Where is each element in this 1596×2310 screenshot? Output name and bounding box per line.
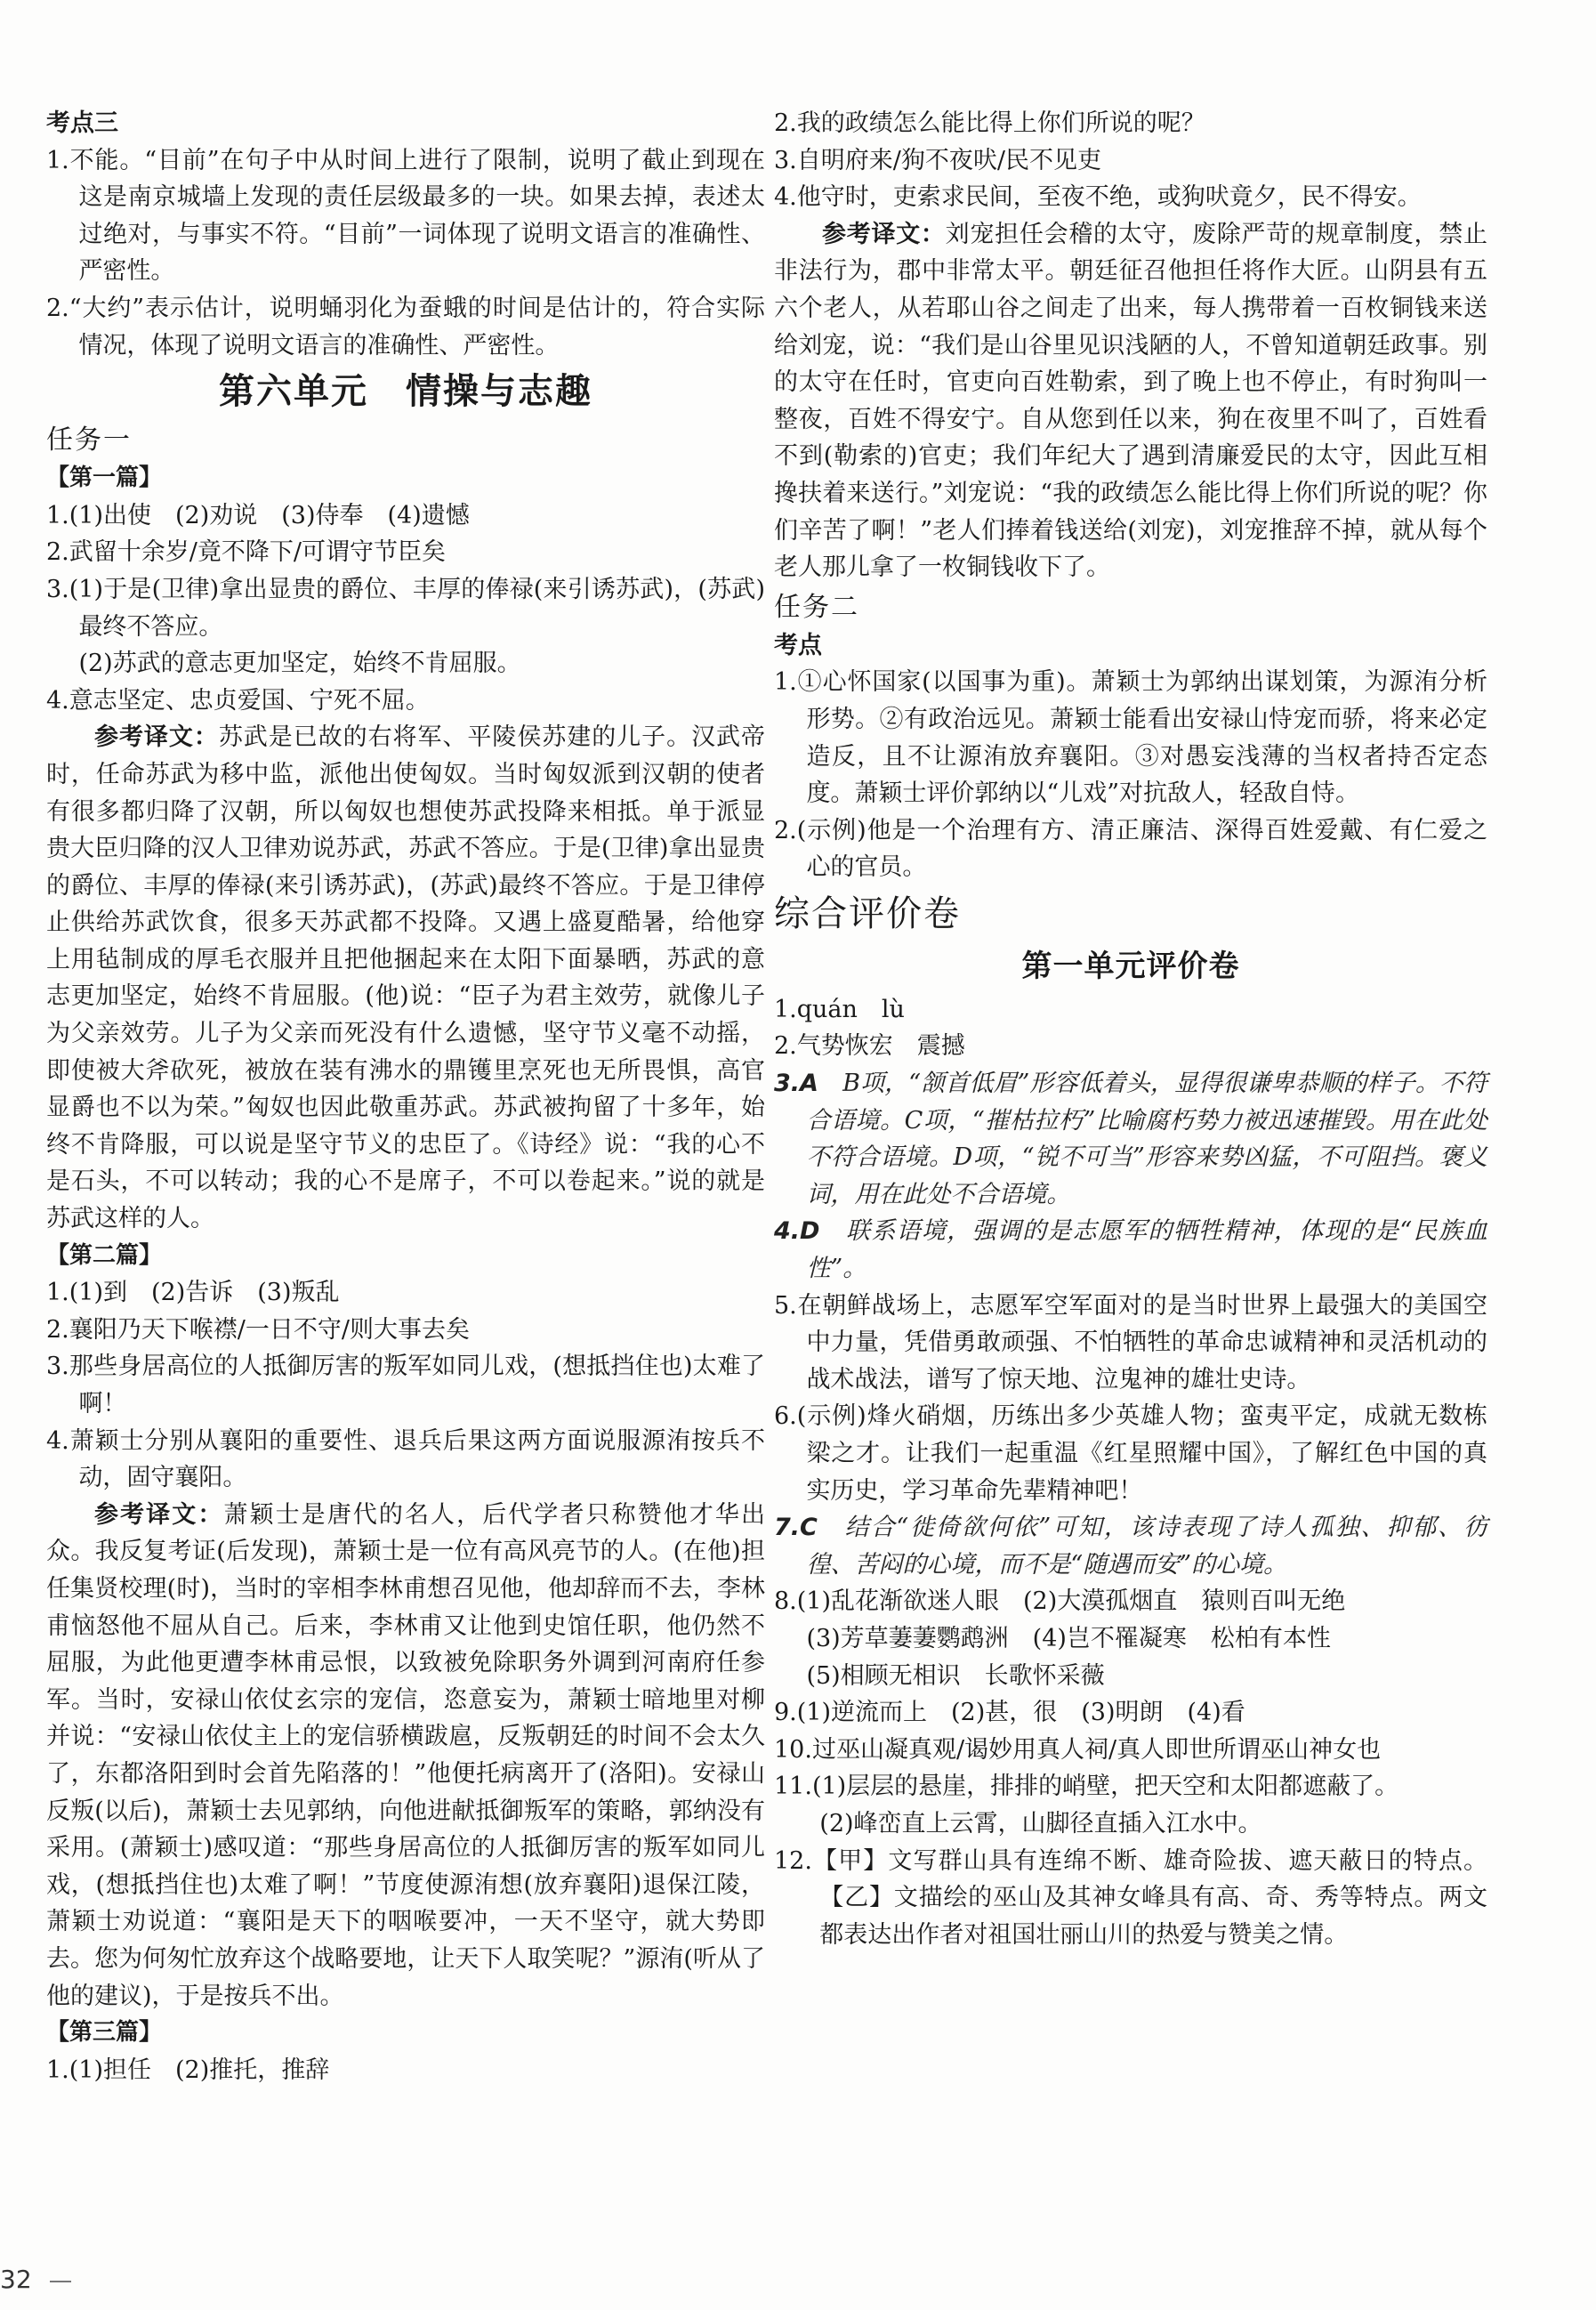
answer-item: 2.襄阳乃天下喉襟/一日不守/则大事去矣: [46, 1315, 470, 1344]
answer-item: 4.他守时，吏索求民间，至夜不绝，或狗吠竟夕，民不得安。: [774, 183, 1422, 212]
answer-item: 2.我的政绩怎么能比得上你们所说的呢？: [774, 109, 1205, 137]
passage-heading: 【第一篇】: [46, 464, 163, 492]
answer-item: 1.quán lù: [774, 995, 905, 1023]
eval-title: 第一单元评价卷: [1021, 948, 1240, 984]
passage-heading: 【第三篇】: [46, 2019, 163, 2047]
right-column: [769, 105, 1487, 1953]
translation-label: 参考译文：: [94, 723, 219, 752]
answer-item: [774, 1509, 1487, 1583]
translation-label: 参考译文：: [822, 220, 946, 248]
answer-item: 5.在朝鲜战场上，志愿军空军面对的是当时世界上最强大的美国空中力量，凭借勇敢顽强、不怕牺牲的革命忠诚精神和灵活机动的战术战法，谱写了惊天地、泣鬼神的雄壮史诗。: [774, 1291, 1487, 1393]
task-heading: 任务二: [774, 591, 859, 623]
answer-item: 8.(1)乱花渐欲迷人眼 (2)大漠孤烟直 猿则百叫无绝: [774, 1587, 1346, 1616]
answer-item: 4.意志坚定、忠贞爱国、宁死不屈。: [46, 686, 430, 715]
answer-item: 1.①心怀国家(以国事为重)。萧颖士为郭纳出谋划策，为源洧分析形势。②有政治远见。萧颖士能看出安禄山恃宠而骄，将来必定造反，且不让源洧放弃襄阳。③对愚妄浅薄的当权者持否定态度。萧颖士评价郭纳以“儿戏”对抗敌人，轻敌自恃。: [774, 668, 1487, 808]
answer-item: 11.(1)层层的悬崖，排排的峭壁，把天空和太阳都遮蔽了。: [774, 1773, 1399, 1801]
left-column: [46, 105, 765, 2088]
translation-text: 苏武是已故的右将军、平陵侯苏建的儿子。汉武帝时，任命苏武为移中监，派他出使匈奴。当时匈奴派到汉朝的使者有很多都归降了汉朝，所以匈奴也想使苏武投降来相抵。单于派显贵大臣归降的汉人卫律劝说苏武，苏武不答应。于是(卫律)拿出显贵的爵位、丰厚的俸禄(来引诱苏武)，(苏武)最终不答应。于是卫律停止供给苏武饮食，很多天苏武都不投降。又遇上盛夏酷暑，给他穿上用毡制成的厚毛衣服并且把他捆起来在太阳下面暴晒，苏武的意志更加坚定，始终不肯屈服。(他)说：“臣子为君主效劳，就像儿子为父亲效劳。儿子为父亲而死没有什么遗憾，坚守节义毫不动摇，即使被大斧砍死，被放在装有沸水的鼎镬里烹死也无所畏惧，高官显爵也不以为荣。”匈奴也因此敬重苏武。苏武被拘留了十多年，始终不肯降服，可以说是坚守节义的忠臣了。《诗经》说：“我的心不是石头，不可以转动；我的心不是席子，不可以卷起来。”说的就是苏武这样的人。: [46, 723, 766, 1233]
answer-choice: 3.A: [774, 1070, 818, 1098]
translation-paragraph: [46, 719, 765, 1237]
answer-item: [774, 1213, 1487, 1287]
answer-item: 2.“大约”表示估计，说明蛹羽化为蚕蛾的时间是估计的，符合实际情况，体现了说明文语言的准确性、严密性。: [46, 294, 765, 359]
page-number: 32: [0, 2265, 32, 2294]
answer-item: 9.(1)逆流而上 (2)甚，很 (3)明朗 (4)看: [774, 1699, 1245, 1727]
answer-choice: 7.C: [774, 1514, 818, 1542]
section-title: 综合评价卷: [774, 892, 961, 934]
translation-label: 参考译文：: [94, 1500, 224, 1529]
answer-item: 12.【甲】文写群山具有连绵不断、雄奇险拔、遮天蔽日的特点。【乙】文描绘的巫山及其神女峰具有高、奇、秀等特点。两文都表达出作者对祖国壮丽山川的热爱与赞美之情。: [774, 1846, 1487, 1949]
answer-explanation: B项，“颔首低眉”形容低着头，显得很谦卑恭顺的样子。不符合语境。C项，“摧枯拉朽”比喻腐朽势力被迅速摧毁。用在此处不符合语境。D项，“锐不可当”形容来势凶猛，不可阻挡。褒义词，用在此处不合语境。: [806, 1070, 1487, 1208]
answer-item: [774, 1065, 1487, 1213]
answer-item: 2.武留十余岁/竟不降下/可谓守节臣矣: [46, 538, 446, 567]
answer-item: 2.(示例)他是一个治理有方、清正廉洁、深得百姓爱戴、有仁爱之心的官员。: [774, 816, 1487, 882]
answer-item: 3.(1)于是(卫律)拿出显贵的爵位、丰厚的俸禄(来引诱苏武)，(苏武)最终不答应。: [46, 575, 765, 641]
answer-item: 1.(1)出使 (2)劝说 (3)侍奉 (4)遗憾: [46, 501, 470, 529]
translation-paragraph: [46, 1497, 765, 2015]
answer-item: 3.那些身居高位的人抵御厉害的叛军如同儿戏，(想抵挡住也)太难了啊！: [46, 1353, 765, 1418]
unit-title: 第六单元 情操与志趣: [219, 371, 592, 413]
answer-explanation: 结合“徙倚欲何依”可知，该诗表现了诗人孤独、抑郁、彷徨、苦闷的心境，而不是“随遇而安”的心境。: [806, 1514, 1487, 1579]
answer-explanation: 联系语境，强调的是志愿军的牺牲精神，体现的是“民族血性”。: [806, 1217, 1487, 1283]
answer-item: 3.自明府来/狗不夜吠/民不见吏: [774, 146, 1101, 174]
translation-paragraph: [774, 216, 1487, 586]
answer-item: 10.过巫山凝真观/谒妙用真人祠/真人即世所谓巫山神女也: [774, 1735, 1382, 1764]
passage-heading: 【第二篇】: [46, 1241, 163, 1269]
translation-text: 萧颖士是唐代的名人，后代学者只称赞他才华出众。我反复考证(后发现)，萧颖士是一位有高风亮节的人。(在他)担任集贤校理(时)，当时的宰相李林甫想召见他，他却辞而不去，李林甫恼怒他不屈从自己。后来，李林甫又让他到史馆任职，他仍然不屈服，为此他更遭李林甫忌恨，以致被免除职务外调到河南府任参军。当时，安禄山依仗玄宗的宠信，恣意妄为，萧颖士暗地里对柳并说：“安禄山依仗主上的宠信骄横跋扈，反叛朝廷的时间不会太久了，东都洛阳到时会首先陷落的！”他便托病离开了(洛阳)。安禄山反叛(以后)，萧颖士去见郭纳，向他进献抵御叛军的策略，郭纳没有采用。(萧颖士)感叹道：“那些身居高位的人抵御厉害的叛军如同儿戏，(想抵挡住也)太难了啊！”节度使源洧想(放弃襄阳)退保江陵，萧颖士劝说道：“襄阳是天下的咽喉要冲，一天不坚守，就大势即去。您为何匆忙放弃这个战略要地，让天下人取笑呢？”源洧(听从了他的建议)，于是按兵不出。: [46, 1500, 766, 2010]
heading-kaodian-3: 考点三: [46, 109, 118, 137]
heading-kaodian: 考点: [774, 631, 822, 659]
answer-item: 1.(1)到 (2)告诉 (3)叛乱: [46, 1279, 340, 1307]
page-number-dash: [50, 2281, 71, 2282]
answer-item: 1.不能。“目前”在句子中从时间上进行了限制，说明了截止到现在这是南京城墙上发现的责任层级最多的一块。如果去掉，表述太过绝对，与事实不符。“目前”一词体现了说明文语言的准确性、严密性。: [46, 146, 765, 286]
answer-item: 1.(1)担任 (2)推托，推辞: [46, 2056, 330, 2084]
answer-subitem: (2)峰峦直上云霄，山脚径直插入江水中。: [819, 1809, 1262, 1838]
task-heading: 任务一: [46, 424, 132, 456]
answer-item: 4.萧颖士分别从襄阳的重要性、退兵后果这两方面说服源洧按兵不动，固守襄阳。: [46, 1426, 765, 1492]
translation-text: 刘宠担任会稽的太守，废除严苛的规章制度，禁止非法行为，郡中非常太平。朝廷征召他担任将作大匠。山阴县有五六个老人，从若耶山谷之间走了出来，每人携带着一百枚铜钱来送给刘宠，说：“我们是山谷里见识浅陋的人，不曾知道朝廷政事。别的太守在任时，官吏向百姓勒索，到了晚上也不停止，有时狗叫一整夜，百姓不得安宁。自从您到任以来，狗在夜里不叫了，百姓看不到(勒索的)官吏；我们年纪大了遇到清廉爱民的太守，因此互相搀扶着来送行。”刘宠说：“我的政绩怎么能比得上你们所说的呢？你们辛苦了啊！”老人们捧着钱送给(刘宠)，刘宠推辞不掉，就从每个老人那儿拿了一枚铜钱收下了。: [774, 220, 1488, 582]
answer-choice: 4.D: [774, 1217, 820, 1246]
answer-item: 6.(示例)烽火硝烟，历练出多少英雄人物；蛮夷平定，成就无数栋梁之才。让我们一起重温《红星照耀中国》，了解红色中国的真实历史，学习革命先辈精神吧！: [774, 1402, 1487, 1505]
answer-subitem: (2)苏武的意志更加坚定，始终不肯屈服。: [78, 650, 521, 678]
answer-subitem: (3)芳草萋萋鹦鹉洲 (4)岂不罹凝寒 松柏有本性: [806, 1624, 1331, 1652]
answer-subitem: (5)相顾无相识 长歌怀采薇: [806, 1661, 1105, 1690]
answer-item: 2.气势恢宏 震撼: [774, 1032, 965, 1061]
